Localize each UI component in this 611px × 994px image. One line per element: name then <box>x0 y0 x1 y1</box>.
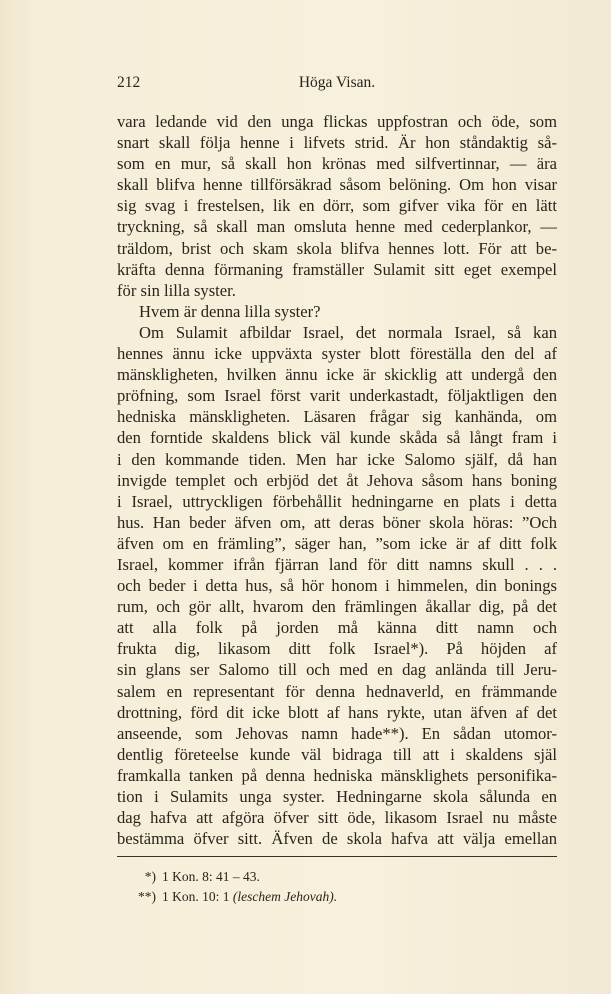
text-line: för sin lilla syster. <box>117 280 236 300</box>
text-line: drottning, förd dit icke blott af hans rykte, utan äfven af det <box>117 702 557 722</box>
text-line: bestämma öfver sitt. Äfven de skola hafva att välja emellan <box>117 829 557 849</box>
footnote-mark: **) <box>138 889 156 904</box>
footnote <box>136 887 556 907</box>
text-line: snart skall följa henne i lifvets strid. Är hon ståndaktig så- <box>117 133 557 153</box>
text-line: Om Sulamit afbildar Israel, det normala Israel, så kan <box>139 322 557 342</box>
text-line: sin glans ser Salomo till och med en dag anlända till Jeru- <box>117 660 557 680</box>
running-title: Höga Visan. <box>298 74 376 91</box>
text-line: som en mur, så skall hon krönas med silfvertinnar, — ära <box>117 154 557 174</box>
text-line: hus. Han beder äfven om, att deras böner skola höras: ”Och <box>117 512 557 532</box>
page-header <box>117 74 557 96</box>
footnote-text: 1 Kon. 10: 1 <box>162 889 233 904</box>
text-line: framkalla tanken på denna hedniska mänsklighets personifika- <box>117 765 557 785</box>
text-line: invigde templet och erbjöd det åt Jehova såsom hans boning <box>117 470 557 490</box>
text-line: Israel, kommer ifrån fjärran land för ditt namns skull . . . <box>117 554 557 574</box>
text-line: tion i Sulamits unga syster. Hedningarne skola sålunda en <box>117 787 557 806</box>
footnote-text: 1 Kon. 8: 41 – 43. <box>162 869 260 884</box>
text-line: äfven om en främling”, säger han, ”som icke är af ditt folk <box>117 533 557 553</box>
text-line: den forntide skaldens blick väl kunde skåda så långt fram i <box>117 428 557 448</box>
text-line: kräfta denna förmaning framställer Sulamit sitt eget exempel <box>117 259 557 279</box>
text-line: skall blifva henne tillförsäkrad såsom belöning. Om hon visar <box>117 175 557 195</box>
text-line: mänskligheten, hvilken ännu icke är skicklig att undergå den <box>117 365 557 385</box>
text-line: frukta dig, likasom ditt folk Israel*). På höjden af <box>117 639 557 659</box>
text-line: sig svag i frestelsen, lik en dörr, som gifver vika för en lätt <box>117 196 557 216</box>
text-line: hedniska mänskligheten. Läsaren frågar sig kanhända, om <box>117 407 557 427</box>
footnote-italic-text: (leschem Jehovah). <box>232 889 338 904</box>
text-line: pröfning, som Israel först varit underkastadt, följaktligen den <box>117 386 557 406</box>
text-line: dag hafva att afgöra öfver sitt öde, likasom Israel nu måste <box>117 808 557 828</box>
text-line: att alla folk på jorden må känna ditt namn och <box>117 618 557 638</box>
page-number: 212 <box>117 74 141 91</box>
text-line: träldom, brist och skam skola blifva hennes lott. För att be- <box>117 238 557 258</box>
text-line: salem en representant för denna hednaverld, en främmande <box>117 681 557 701</box>
text-line: vara ledande vid den unga flickas uppfostran och öde, som <box>117 112 557 131</box>
text-line: i Israel, uttryckligen förbehållit hedningarne en plats i detta <box>117 491 557 511</box>
text-line: hennes ännu icke uppväxta syster blott föreställa den del af <box>117 344 557 364</box>
footnotes <box>136 867 556 907</box>
text-line: och beder i detta hus, så hör honom i himmelen, din bonings <box>117 576 557 596</box>
footnote-mark: *) <box>144 869 156 884</box>
text-line: tryckning, så skall man omsluta henne med cederplankor, — <box>117 217 557 237</box>
text-line: dentlig företeelse kunde väl bidraga till att i skaldens själ <box>117 744 557 764</box>
text-line: rum, och gör allt, hvarom den främlingen åkallar dig, på det <box>117 597 557 617</box>
text-line: anseende, som Jehovas namn hade**). En sådan utomor- <box>117 723 557 743</box>
body-text <box>117 111 557 849</box>
text-line: i den kommande tiden. Men har icke Salomo själf, då han <box>117 449 557 469</box>
footnote <box>136 867 556 887</box>
text-line: Hvem är denna lilla syster? <box>139 301 321 321</box>
footnote-rule <box>117 856 557 857</box>
